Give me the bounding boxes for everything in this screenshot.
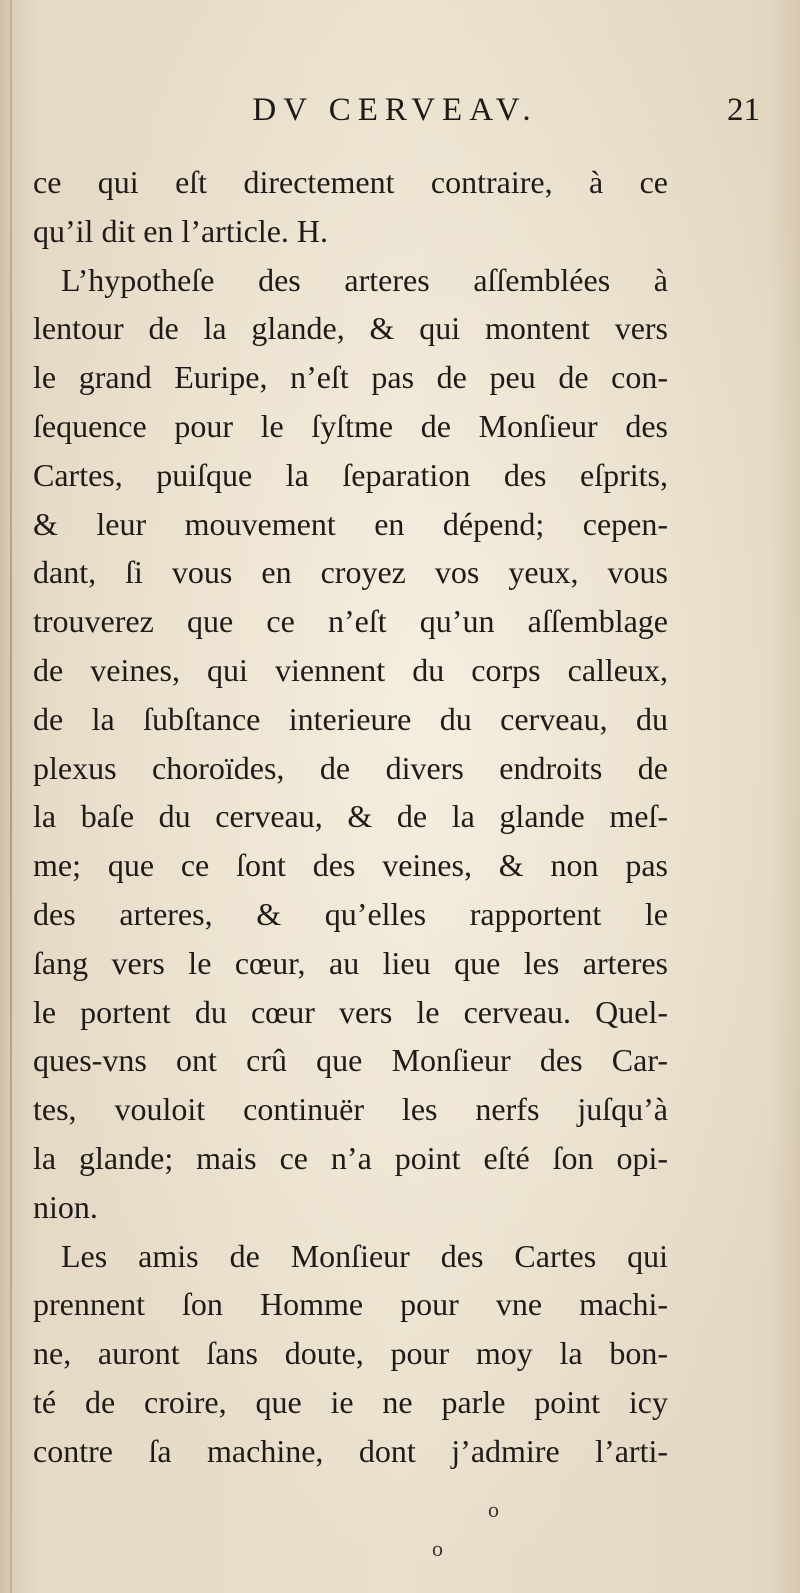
text-line: de la ſubſtance interieure du cerveau, du bbox=[33, 700, 668, 737]
text-line: té de croire, que ie ne parle point icy bbox=[33, 1383, 668, 1420]
gutter-line bbox=[10, 0, 12, 1593]
text-line: qu’il dit en l’article. H. bbox=[33, 212, 329, 249]
body-text bbox=[33, 158, 668, 1476]
text-line: ne, auront ſans doute, pour moy la bon- bbox=[33, 1335, 668, 1372]
text-line: la glande; mais ce n’a point eſté ſon opi- bbox=[33, 1139, 668, 1176]
text-line: plexus choroïdes, de divers endroits de bbox=[33, 749, 668, 786]
text-line: Les amis de Monſieur des Cartes qui bbox=[61, 1237, 668, 1274]
text-line: me; que ce ſont des veines, & non pas bbox=[33, 847, 668, 884]
text-line: ſang vers le cœur, au lieu que les arteres bbox=[33, 944, 668, 981]
text-line: dant, ſi vous en croyez vos yeux, vous bbox=[33, 554, 668, 591]
text-line: des arteres, & qu’elles rapportent le bbox=[33, 895, 668, 932]
running-head bbox=[30, 92, 760, 138]
text-line: lentour de la glande, & qui montent vers bbox=[33, 310, 668, 347]
text-line: nion. bbox=[33, 1188, 98, 1225]
running-head-title: DV CERVEAV. bbox=[252, 92, 538, 128]
page-number: 21 bbox=[727, 92, 760, 128]
bottom-mark: o bbox=[488, 1497, 499, 1522]
text-line: ques-vns ont crû que Monſieur des Car- bbox=[33, 1042, 668, 1079]
text-line: trouverez que ce n’eſt qu’un aſſemblage bbox=[33, 603, 668, 640]
text-line: prennent ſon Homme pour vne machi- bbox=[33, 1286, 668, 1323]
bottom-mark: o bbox=[432, 1536, 443, 1561]
text-line: L’hypotheſe des arteres aſſemblées à bbox=[61, 261, 668, 298]
text-line: ce qui eſt directement contraire, à ce bbox=[33, 164, 668, 200]
text-line: le grand Euripe, n’eſt pas de peu de con- bbox=[33, 359, 668, 396]
text-line: ſequence pour le ſyſtme de Monſieur des bbox=[33, 407, 668, 444]
text-line: Cartes, puiſque la ſeparation des eſprits, bbox=[33, 456, 668, 493]
text-line: & leur mouvement en dépend; cepen- bbox=[33, 505, 668, 542]
text-line: tes, vouloit continuër les nerfs juſqu’à bbox=[33, 1091, 668, 1128]
text-line: la baſe du cerveau, & de la glande meſ- bbox=[33, 798, 668, 835]
text-line: contre ſa machine, dont j’admire l’arti- bbox=[33, 1432, 668, 1469]
text-line: de veines, qui viennent du corps calleux, bbox=[33, 651, 668, 688]
text-line: le portent du cœur vers le cerveau. Quel- bbox=[33, 993, 668, 1030]
